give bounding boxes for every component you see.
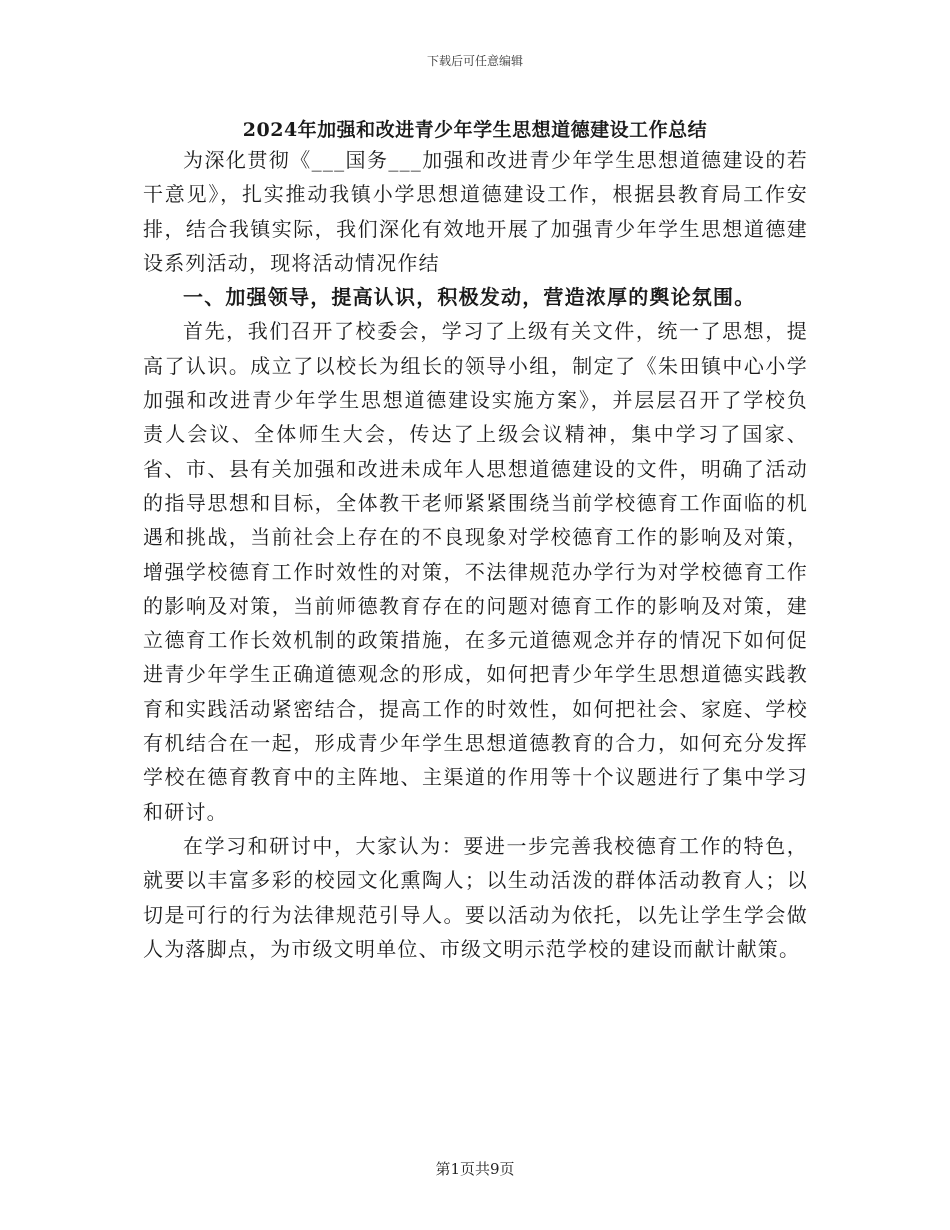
document-body (143, 143, 808, 966)
page-number-footer: 第1页共9页 (435, 1160, 515, 1178)
document-title: 2024年加强和改进青少年学生思想道德建设工作总结 (242, 119, 708, 141)
body-paragraph-2: 在学习和研讨中，大家认为：要进一步完善我校德育工作的特色，就要以丰富多彩的校园文化熏陶人；以生动活泼的群体活动教育人；以切是可行的行为法律规范引导人。要以活动为依托，以先让学生学会做人为落脚点，为市级文明单位、市级文明示范学校的建设而献计献策。 (143, 833, 808, 961)
page-header-note: 下载后可任意编辑 (426, 54, 523, 68)
intro-paragraph: 为深化贯彻《___国务___加强和改进青少年学生思想道德建设的若干意见》，扎实推动我镇小学思想道德建设工作，根据县教育局工作安排，结合我镇实际，我们深化有效地开展了加强青少年学生思想道德建设系列活动，现将活动情况作结 (143, 148, 808, 275)
section-heading-1: 一、加强领导，提高认识，积极发动，营造浓厚的舆论氛围。 (183, 285, 756, 310)
body-paragraph-1: 首先，我们召开了校委会，学习了上级有关文件，统一了思想，提高了认识。成立了以校长为组长的领导小组，制定了《朱田镇中心小学加强和改进青少年学生思想道德建设实施方案》，并层层召开了学校负责人会议、全体师生大会，传达了上级会议精神，集中学习了国家、省、市、县有关加强和改进未成年人思想道德建设的文件，明确了活动的指导思想和目标，全体教干老师紧紧围绕当前学校德育工作面临的机遇和挑战，当前社会上存在的不良现象对学校德育工作的影响及对策，增强学校德育工作时效性的对策，不法律规范办学行为对学校德育工作的影响及对策，当前师德教育存在的问题对德育工作的影响及对策，建立德育工作长效机制的政策措施，在多元道德观念并存的情况下如何促进青少年学生正确道德观念的形成，如何把青少年学生思想道德实践教育和实践活动紧密结合，提高工作的时效性，如何把社会、家庭、学校有机结合在一起，形成青少年学生思想道德教育的合力，如何充分发挥学校在德育教育中的主阵地、主渠道的作用等十个议题进行了集中学习和研讨。 (143, 319, 808, 824)
